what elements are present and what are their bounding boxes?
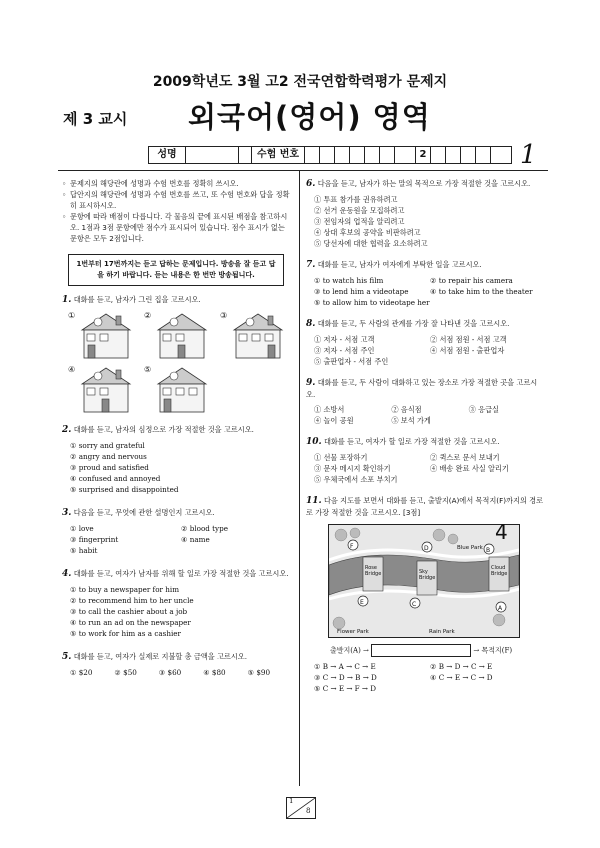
option-number-label: 4: [495, 520, 508, 544]
question-number: 8.: [306, 319, 316, 329]
question-text: 대화를 듣고, 여자가 실제로 지불할 총 금액을 고르시오.: [73, 652, 248, 661]
answer-option[interactable]: ⑤ 당선자에 대한 협력을 요소하려고: [314, 239, 428, 248]
route-start-label: 출발지(A) →: [330, 646, 369, 655]
question-number: 6.: [306, 179, 316, 189]
house-option[interactable]: [220, 310, 284, 360]
answer-option[interactable]: ④ to take him to the theater: [430, 287, 533, 296]
question-11: [306, 495, 546, 694]
top-rule: [58, 170, 548, 171]
question-7: [306, 259, 546, 308]
answer-option[interactable]: ① 선물 포장하기: [314, 453, 368, 462]
answer-option[interactable]: ② 선거 운동원을 모집하려고: [314, 206, 405, 215]
period-label: 제 3 교시: [63, 110, 128, 128]
question-text: 대화를 듣고, 여자가 할 일로 가장 적절한 것을 고르시오.: [323, 437, 500, 446]
instructions-list: [62, 178, 292, 244]
option-list: [306, 334, 546, 367]
house-option[interactable]: [144, 310, 208, 360]
right-column: [306, 178, 546, 694]
exam-header-title: 2009학년도 3월 고2 전국연합학력평가 문제지: [152, 74, 448, 90]
question-number: 11.: [306, 496, 322, 506]
option-list: [306, 275, 546, 308]
answer-option[interactable]: ④ name: [181, 535, 210, 544]
exam-no-box[interactable]: [380, 147, 395, 163]
instruction-item: ◦ 문제지의 해당란에 성명과 수험 번호를 정확히 쓰시오.: [62, 178, 292, 189]
exam-no-box[interactable]: [305, 147, 320, 163]
answer-option[interactable]: ② to repair his camera: [430, 276, 513, 285]
answer-option[interactable]: ⑤ C → E → F → D: [314, 684, 376, 693]
exam-no-box[interactable]: [476, 147, 491, 163]
answer-option[interactable]: ① 소방서: [314, 405, 345, 414]
map-label-cloud-bridge: Cloud Bridge: [491, 565, 508, 577]
house-option[interactable]: [144, 364, 208, 414]
question-4: [62, 568, 292, 639]
answer-option[interactable]: ④ $80: [203, 668, 226, 677]
answer-option[interactable]: ② B → D → C → E: [430, 662, 493, 671]
question-5: [62, 651, 292, 678]
answer-option[interactable]: ④ 서점 점원 - 출판업자: [430, 346, 505, 355]
exam-no-dash: [395, 147, 416, 163]
answer-option[interactable]: ① 저자 - 서점 고객: [314, 335, 375, 344]
name-label: 성명: [149, 147, 186, 163]
question-number: 5.: [62, 652, 72, 662]
map-label-rose-bridge: Rose Bridge: [365, 565, 382, 577]
answer-option[interactable]: ③ C → D → B → D: [314, 673, 377, 682]
answer-option[interactable]: ④ 상대 후보의 공약을 비판하려고: [314, 228, 421, 237]
answer-option[interactable]: ③ proud and satisfied: [70, 463, 149, 472]
route-line: [330, 644, 546, 657]
name-field[interactable]: [186, 147, 239, 163]
house-icon: [68, 310, 132, 360]
answer-option[interactable]: ① B → A → C → E: [314, 662, 376, 671]
option-list: [306, 194, 546, 249]
option-list: [62, 523, 292, 556]
question-text: 대화를 듣고, 여자가 남자를 위해 할 일로 가장 적절한 것을 고르시오.: [73, 569, 289, 578]
route-answer-box[interactable]: [371, 644, 471, 657]
info-bar: [148, 146, 512, 164]
house-icon: [144, 310, 208, 360]
question-1: [62, 294, 292, 414]
answer-option[interactable]: ③ to lend him a videotape: [314, 287, 409, 296]
map-label-sky-bridge: Sky Bridge: [419, 569, 436, 581]
map-label-blue-park: Blue Park: [457, 545, 483, 551]
answer-option[interactable]: ③ to call the cashier about a job: [70, 607, 188, 616]
map-point-a: A: [498, 605, 503, 612]
answer-option[interactable]: ③ 전임자의 업적을 알리려고: [314, 217, 405, 226]
exam-no-box[interactable]: [461, 147, 476, 163]
exam-no-digit: 2: [416, 147, 431, 163]
answer-option[interactable]: ④ to run an ad on the newspaper: [70, 618, 191, 627]
answer-option[interactable]: ③ fingerprint: [70, 535, 119, 544]
question-number: 1.: [62, 295, 72, 305]
answer-option[interactable]: ② $50: [114, 668, 137, 677]
answer-option[interactable]: ⑤ 우체국에서 소포 부치기: [314, 475, 398, 484]
option-list: [62, 667, 292, 678]
option-list: [62, 584, 292, 639]
exam-no-box[interactable]: [491, 147, 503, 163]
answer-option[interactable]: ② angry and nervous: [70, 452, 147, 461]
answer-option[interactable]: ④ C → E → C → D: [430, 673, 493, 682]
question-number: 2.: [62, 425, 72, 435]
house-option[interactable]: [68, 364, 132, 414]
question-3: [62, 507, 292, 556]
question-9: [306, 377, 546, 426]
question-number: 10.: [306, 437, 322, 447]
question-10: [306, 436, 546, 485]
house-icon: [144, 364, 208, 414]
option-list: [306, 661, 546, 694]
answer-option[interactable]: ③ 저자 - 서점 주인: [314, 346, 375, 355]
answer-option[interactable]: ③ 문자 메시지 확인하기: [314, 464, 391, 473]
current-page: 1: [289, 797, 294, 805]
house-options: [68, 310, 292, 414]
map-point-c: C: [412, 601, 417, 608]
house-option-label: ⑤: [144, 365, 152, 374]
house-option-label: ④: [68, 365, 76, 374]
answer-option[interactable]: ② to recommend him to her uncle: [70, 596, 194, 605]
option-list: [62, 440, 292, 495]
question-number: 7.: [306, 260, 316, 270]
answer-option[interactable]: ⑤ $90: [247, 668, 271, 677]
question-text: 다음을 듣고, 남자가 하는 말의 목적으로 가장 적절한 것을 고르시오.: [317, 179, 531, 188]
route-map: [328, 520, 520, 638]
subject-title: 외국어(영어) 영역: [188, 100, 431, 134]
answer-option[interactable]: ⑤ to allow him to videotape her: [314, 298, 430, 307]
question-number: 9.: [306, 378, 316, 388]
exam-no-box[interactable]: [431, 147, 446, 163]
house-option[interactable]: [68, 310, 132, 360]
question-text: 다음을 듣고, 무엇에 관한 설명인지 고르시오.: [73, 508, 215, 517]
map-drawing: [329, 520, 519, 637]
instruction-item: ◦ 문항에 따라 배점이 다릅니다. 각 물음의 끝에 표시된 배점을 참고하시오. 1점과 3점 문항에만 점수가 표시되어 있습니다. 점수 표시가 없는 문항은 모두 2점입니다.: [62, 211, 292, 244]
answer-option[interactable]: ① to watch his film: [314, 276, 384, 285]
answer-option[interactable]: ⑤ habit: [70, 546, 98, 555]
map-point-e: E: [360, 599, 364, 606]
instruction-item: ◦ 답안지의 해당란에 성명과 수험 번호를 쓰고, 또 수험 번호와 답을 정확히 표시하시오.: [62, 189, 292, 211]
question-2: [62, 424, 292, 495]
question-text: 대화를 듣고, 남자가 여자에게 부탁한 일을 고르시오.: [317, 260, 482, 269]
map-point-f: F: [350, 543, 354, 550]
left-column: [62, 178, 292, 678]
answer-option[interactable]: ⑤ surprised and disappointed: [70, 485, 179, 494]
answer-option[interactable]: ④ 놀이 공원: [314, 416, 354, 425]
answer-option[interactable]: ② blood type: [181, 524, 228, 533]
answer-option[interactable]: ① 투표 참가를 권유하려고: [314, 195, 398, 204]
answer-option[interactable]: ② 퀵스로 문서 보내기: [430, 453, 500, 462]
answer-option[interactable]: ② 서점 점원 - 서점 고객: [430, 335, 507, 344]
exam-no-box[interactable]: [365, 147, 380, 163]
exam-no-label: 수험 번호: [252, 147, 305, 163]
question-text: 대화를 듣고, 두 사람의 관계를 가장 잘 나타낸 것을 고르시오.: [317, 319, 510, 328]
question-text: 대화를 듣고, 남자의 심정으로 가장 적절한 것을 고르시오.: [73, 425, 254, 434]
map-point-b: B: [486, 547, 491, 554]
question-text: 다음 지도를 보면서 대화를 듣고, 출발지(A)에서 목적지(F)까지의 경로로 가장 적절한 것을 고르시오. [3점]: [306, 496, 544, 517]
total-pages: 8: [306, 807, 311, 815]
spacer: [239, 147, 252, 163]
map-point-d: D: [424, 545, 429, 552]
house-icon: [68, 364, 132, 414]
column-divider: [299, 171, 300, 786]
house-option-label: ①: [68, 311, 76, 320]
option-list: [306, 404, 546, 426]
answer-option[interactable]: ⑤ 보석 가게: [391, 416, 431, 425]
answer-option[interactable]: ① $20: [70, 668, 93, 677]
listening-notice: 1번부터 17번까지는 듣고 답하는 문제입니다. 방송을 잘 듣고 답을 하기 바랍니다. 듣는 내용은 한 번만 방송됩니다.: [68, 254, 284, 286]
answer-option[interactable]: ⑤ 출판업자 - 서점 주인: [314, 357, 389, 366]
house-option-label: ②: [144, 311, 152, 320]
answer-option[interactable]: ② 음식점: [391, 405, 422, 414]
exam-no-box[interactable]: [350, 147, 365, 163]
exam-no-box[interactable]: [320, 147, 335, 163]
option-list: [306, 452, 546, 485]
question-text: 대화를 듣고, 남자가 그린 집을 고르시오.: [73, 295, 201, 304]
question-8: [306, 318, 546, 367]
question-text: 대화를 듣고, 두 사람이 대화하고 있는 장소로 가장 적절한 곳을 고르시오.: [306, 378, 538, 399]
route-end-label: → 목적지(F): [473, 646, 513, 655]
map-label-rain-park: Rain Park: [429, 629, 455, 635]
answer-option[interactable]: ④ 배송 완료 사실 알리기: [430, 464, 509, 473]
answer-option[interactable]: ⑤ to work for him as a cashier: [70, 629, 181, 638]
house-option-label: ③: [220, 311, 228, 320]
question-6: [306, 178, 546, 249]
exam-no-box[interactable]: [335, 147, 350, 163]
answer-option[interactable]: ④ confused and annoyed: [70, 474, 161, 483]
answer-option[interactable]: ① to buy a newspaper for him: [70, 585, 180, 594]
question-number: 3.: [62, 508, 72, 518]
answer-option[interactable]: ③ 응급실: [468, 405, 499, 414]
page-number: 1: [520, 140, 537, 170]
answer-option[interactable]: ① sorry and grateful: [70, 441, 145, 450]
house-icon: [220, 310, 284, 360]
map-label-flower-park: Flower Park: [337, 629, 369, 635]
exam-no-box[interactable]: [446, 147, 461, 163]
answer-option[interactable]: ① love: [70, 524, 94, 533]
question-number: 4.: [62, 569, 72, 579]
answer-option[interactable]: ③ $60: [158, 668, 182, 677]
